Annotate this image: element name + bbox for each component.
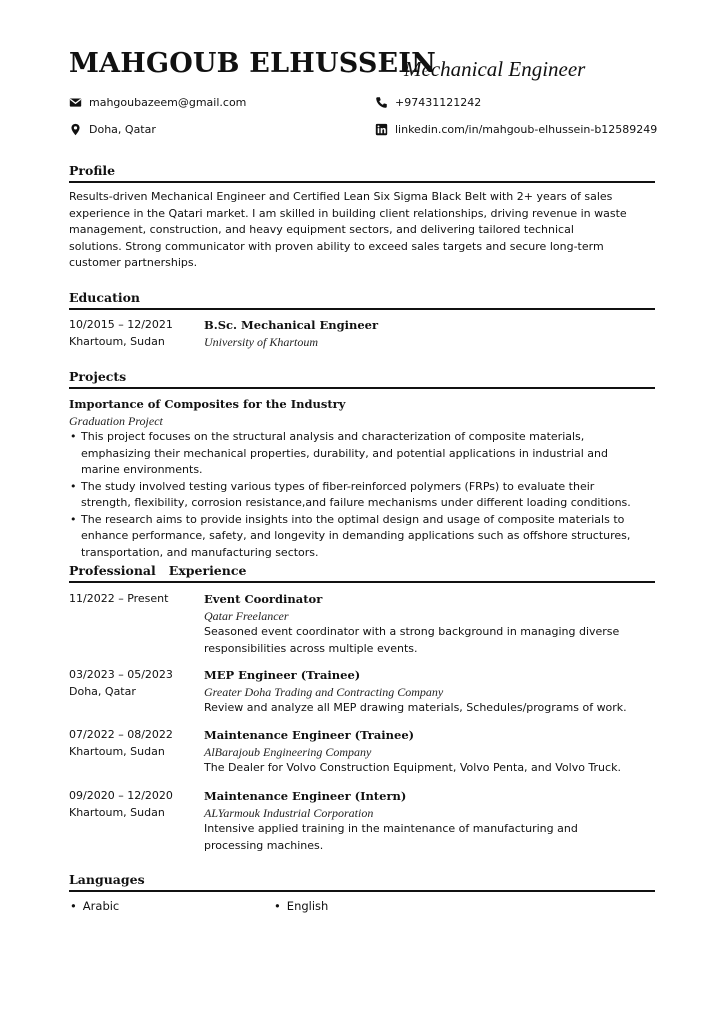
project-item: [69, 396, 635, 561]
profile-text: Results-driven Mechanical Engineer and Certified Lean Six Sigma Black Belt with 2+ years of sales experience in the Qatari market. I am skilled in building client relationships, driving revenue in waste management, construction, and heavy equipment sectors, and delivering tailored technical solutions. Strong communicator with proven ability to exceed sales targets and secure long-term customer partnerships.: [69, 190, 627, 269]
experience-company: Greater Doha Trading and Contracting Company: [204, 684, 444, 699]
experience-role: Maintenance Engineer (Intern): [204, 789, 407, 803]
experience-detail-block: [204, 788, 634, 854]
profile-heading: Profile: [69, 163, 116, 178]
location-text: Doha, Qatar: [89, 123, 156, 136]
envelope-icon: [69, 96, 82, 109]
education-divider: [69, 308, 655, 310]
education-school: University of Khartoum: [204, 334, 318, 349]
language-item: • Arabic: [70, 899, 119, 913]
project-bullets: [69, 429, 635, 561]
contact-linkedin[interactable]: [375, 123, 657, 136]
experience-description: Review and analyze all MEP drawing materials, Schedules/programs of work.: [204, 701, 627, 714]
project-bullet: • This project focuses on the structural analysis and characterization of composite materials, emphasizing their mechanical properties, durability, and potential applications in industrial and marine environments.: [69, 429, 635, 479]
project-bullet: • The study involved testing various types of fiber-reinforced polymers (FRPs) to evaluate their strength, flexibility, corrosion resistance,and failure mechanisms under different loading conditions.: [69, 479, 635, 512]
education-dates: 10/2015 – 12/2021: [69, 318, 173, 331]
project-subtitle: Graduation Project: [69, 413, 163, 428]
experience-dates-block: [69, 727, 173, 760]
experience-role: Maintenance Engineer (Trainee): [204, 728, 415, 742]
linkedin-text: linkedin.com/in/mahgoub-elhussein-b12589249: [395, 123, 658, 136]
experience-location: Khartoum, Sudan: [69, 744, 165, 758]
project-bullet: • The research aims to provide insights into the optimal design and usage of composite materials to enhance performance, safety, and longevity in demanding applications such as offshore structures, transportation, and manufacturing sectors.: [69, 512, 635, 562]
language-item: • English: [274, 899, 328, 913]
experience-role: Event Coordinator: [204, 592, 323, 606]
candidate-name: MAHGOUB ELHUSSEIN: [69, 48, 437, 79]
education-dates-block: [69, 317, 173, 350]
education-location: Khartoum, Sudan: [69, 334, 165, 348]
languages-divider: [69, 890, 655, 892]
experience-company: AlBarajoub Engineering Company: [204, 744, 372, 759]
experience-company: Qatar Freelancer: [204, 608, 289, 623]
experience-detail-block: [204, 727, 634, 777]
projects-heading: Projects: [69, 369, 127, 384]
email-text: mahgoubazeem@gmail.com: [89, 96, 247, 109]
profile-divider: [69, 181, 655, 183]
contact-email[interactable]: [69, 96, 246, 109]
experience-dates-block: [69, 788, 173, 821]
experience-dates-block: [69, 667, 173, 700]
phone-text: +97431121242: [395, 96, 482, 109]
experience-dates-block: [69, 591, 168, 608]
contact-phone[interactable]: [375, 96, 481, 109]
languages-heading: Languages: [69, 872, 145, 887]
phone-icon: [375, 96, 388, 109]
experience-dates: 09/2020 – 12/2020: [69, 789, 173, 802]
experience-location: Doha, Qatar: [69, 684, 136, 698]
experience-dates: 03/2023 – 05/2023: [69, 668, 173, 681]
experience-divider: [69, 581, 655, 583]
experience-company: ALYarmouk Industrial Corporation: [204, 805, 374, 820]
education-detail-block: [204, 317, 634, 350]
experience-heading: Professional Experience: [69, 563, 247, 578]
projects-divider: [69, 387, 655, 389]
linkedin-icon: [375, 123, 388, 136]
experience-detail-block: [204, 667, 634, 717]
experience-description: Seasoned event coordinator with a strong background in managing diverse responsibilities across multiple events.: [204, 625, 620, 655]
experience-description: Intensive applied training in the maintenance of manufacturing and processing machines.: [204, 822, 578, 852]
project-title: Importance of Composites for the Industry: [69, 397, 346, 411]
experience-description: The Dealer for Volvo Construction Equipment, Volvo Penta, and Volvo Truck.: [204, 761, 621, 774]
education-degree: B.Sc. Mechanical Engineer: [204, 318, 379, 332]
experience-role: MEP Engineer (Trainee): [204, 668, 361, 682]
experience-location: Khartoum, Sudan: [69, 805, 165, 819]
experience-detail-block: [204, 591, 634, 657]
map-pin-icon: [69, 123, 82, 136]
education-heading: Education: [69, 290, 141, 305]
contact-location: [69, 123, 156, 136]
candidate-title: Mechanical Engineer: [404, 57, 586, 81]
experience-dates: 07/2022 – 08/2022: [69, 728, 173, 741]
experience-dates: 11/2022 – Present: [69, 592, 169, 605]
